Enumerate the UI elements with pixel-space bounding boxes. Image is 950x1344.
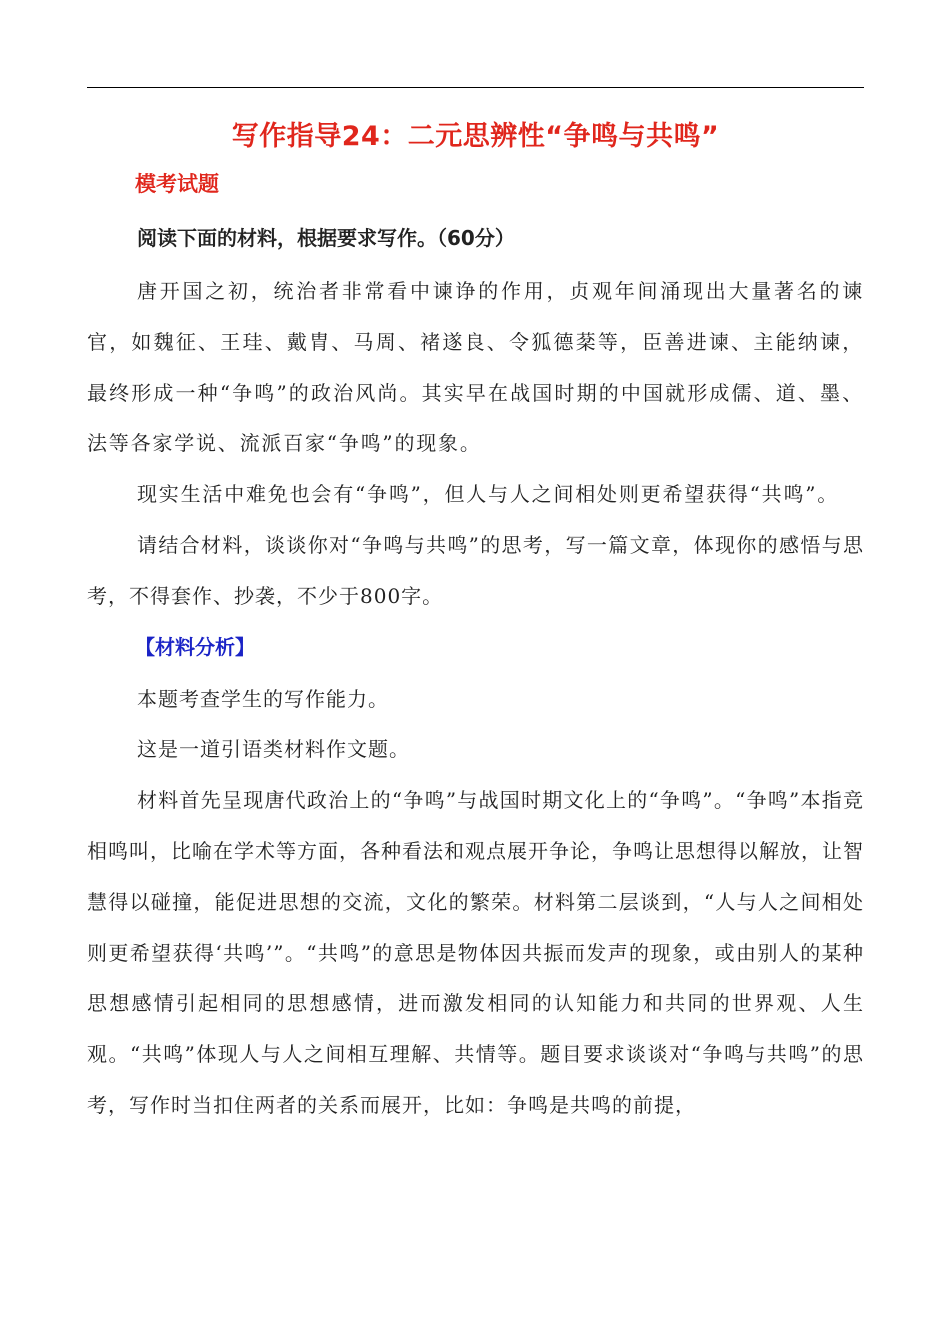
analysis-paragraph: 材料首先呈现唐代政治上的“争鸣”与战国时期文化上的“争鸣”。“争鸣”本指竞相鸣叫，比喻在学术等方面，各种看法和观点展开争论，争鸣让思想得以解放，让智慧得以碰撞，能促进思想的交流，文化的繁荣。材料第二层谈到，“人与人之间相处则更希望获得‘共鸣’”。“共鸣”的意思是物体因共振而发声的现象，或由别人的某种思想感情引起相同的思想感情，进而激发相同的认知能力和共同的世界观、人生观。“共鸣”体现人与人之间相互理解、共情等。题目要求谈谈对“争鸣与共鸣”的思考，写作时当扣住两者的关系而展开，比如：争鸣是共鸣的前提， [87, 788, 864, 1117]
document-page [87, 112, 864, 1131]
analysis-heading: 【材料分析】 [135, 634, 255, 659]
section-heading-mock-exam: 模考试题 [135, 172, 219, 196]
material-paragraph: 现实生活中难免也会有“争鸣”，但人与人之间相处则更希望获得“共鸣”。 [137, 482, 840, 507]
exam-instruction: 阅读下面的材料，根据要求写作。（60分） [137, 226, 515, 250]
top-rule [87, 87, 864, 88]
analysis-paragraph: 本题考查学生的写作能力。 [137, 686, 389, 711]
page-title: 写作指导24：二元思辨性“争鸣与共鸣” [231, 121, 720, 152]
material-paragraph: 请结合材料，谈谈你对“争鸣与共鸣”的思考，写一篇文章，体现你的感悟与思考，不得套作、抄袭，不少于800字。 [87, 532, 864, 608]
material-paragraph: 唐开国之初，统治者非常看中谏诤的作用，贞观年间涌现出大量著名的谏官，如魏征、王珪、戴胄、马周、褚遂良、令狐德棻等，臣善进谏、主能纳谏，最终形成一种“争鸣”的政治风尚。其实早在战国时期的中国就形成儒、道、墨、法等各家学说、流派百家“争鸣”的现象。 [87, 279, 864, 456]
analysis-paragraph: 这是一道引语类材料作文题。 [137, 737, 410, 762]
